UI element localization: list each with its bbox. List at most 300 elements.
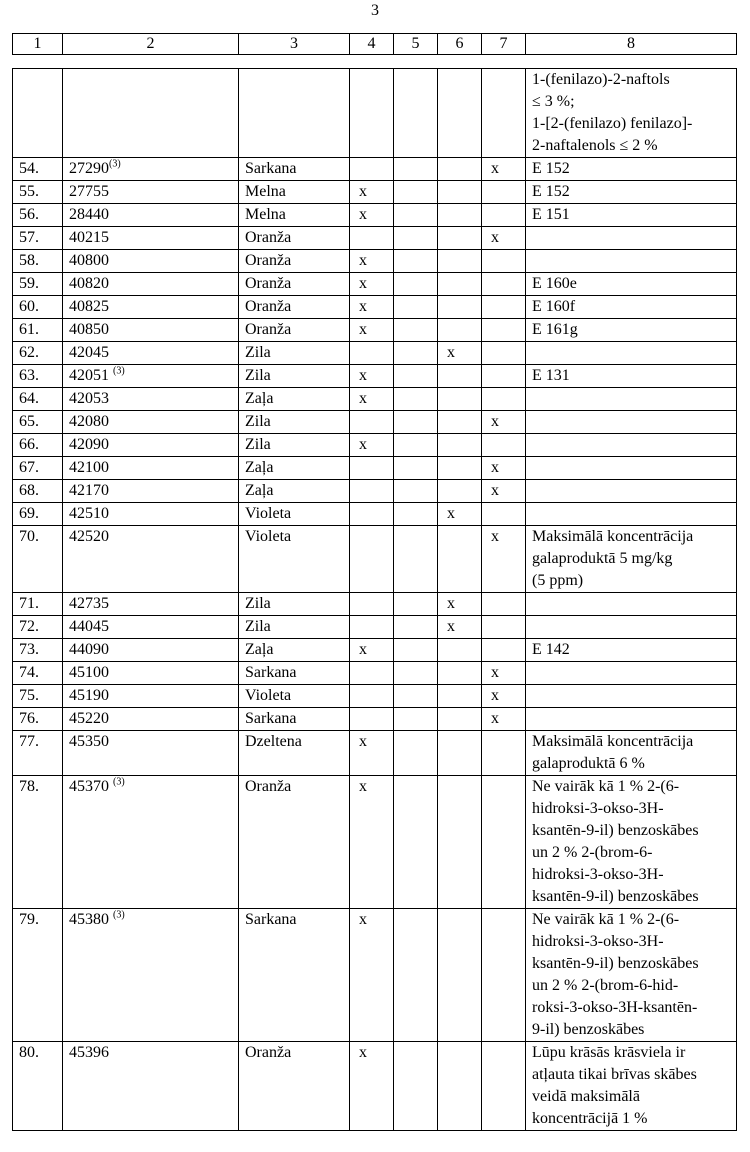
field-2-mark <box>394 273 438 296</box>
colour-name <box>239 639 350 662</box>
colour-index-number <box>63 296 239 319</box>
field-1-mark <box>350 342 394 365</box>
table-row <box>13 181 737 204</box>
colour-index-number <box>63 319 239 342</box>
row-number <box>13 1042 63 1131</box>
conditions-line: koncentrācijā 1 % <box>532 1110 648 1127</box>
field-3-mark-text: x <box>447 595 455 612</box>
field-4-mark <box>482 69 526 158</box>
field-2-mark <box>394 227 438 250</box>
field-2-mark <box>394 411 438 434</box>
field-2-mark <box>394 388 438 411</box>
field-3-mark <box>438 457 482 480</box>
field-3-mark <box>438 685 482 708</box>
row-number <box>13 731 63 776</box>
field-3-mark <box>438 503 482 526</box>
field-2-mark <box>394 365 438 388</box>
conditions-line: un 2 % 2-(brom-6- <box>532 844 653 861</box>
row-number <box>13 480 63 503</box>
colour-index-number-text: 44045 <box>69 618 109 635</box>
table-row <box>13 388 737 411</box>
row-number <box>13 457 63 480</box>
field-4-mark <box>482 593 526 616</box>
table-row <box>13 616 737 639</box>
field-1-mark <box>350 776 394 909</box>
colour-index-number-text: 45350 <box>69 733 109 750</box>
colour-index-number <box>63 480 239 503</box>
field-1-mark <box>350 639 394 662</box>
field-1-mark-text: x <box>359 778 367 795</box>
field-1-mark <box>350 526 394 593</box>
row-number <box>13 503 63 526</box>
field-4-mark <box>482 731 526 776</box>
conditions <box>526 69 737 158</box>
row-number <box>13 342 63 365</box>
header-col-1: 1 <box>13 34 63 55</box>
field-4-mark <box>482 158 526 181</box>
conditions <box>526 503 737 526</box>
colour-name <box>239 616 350 639</box>
colour-index-number-text: 42170 <box>69 482 109 499</box>
field-4-mark-text: x <box>491 664 499 681</box>
footnote-ref: (3) <box>113 365 125 377</box>
row-number <box>13 319 63 342</box>
colour-name-text: Zila <box>245 618 271 635</box>
colour-index-number-text: 45220 <box>69 710 109 727</box>
row-number-text: 71. <box>19 595 39 612</box>
conditions-line: 1-[2-(fenilazo) fenilazo]- <box>532 115 693 132</box>
field-1-mark <box>350 319 394 342</box>
field-4-mark-text: x <box>491 710 499 727</box>
field-4-mark <box>482 365 526 388</box>
colour-name-text: Melna <box>245 206 286 223</box>
field-4-mark-text: x <box>491 229 499 246</box>
colour-index-number-text: 42510 <box>69 505 109 522</box>
field-4-mark <box>482 388 526 411</box>
colour-name <box>239 273 350 296</box>
table-row <box>13 593 737 616</box>
field-3-mark <box>438 388 482 411</box>
footnote-ref: (3) <box>113 909 125 921</box>
field-1-mark <box>350 685 394 708</box>
colour-index-number <box>63 181 239 204</box>
colour-index-number-text: 45396 <box>69 1044 109 1061</box>
field-3-mark <box>438 708 482 731</box>
colour-index-number <box>63 365 239 388</box>
conditions-line: E 161g <box>532 321 578 338</box>
table-row <box>13 457 737 480</box>
page-number: 3 <box>371 2 379 19</box>
row-number <box>13 708 63 731</box>
colour-index-number <box>63 593 239 616</box>
table-row <box>13 776 737 909</box>
conditions-line: ksantēn-9-il) benzoskābes <box>532 888 699 905</box>
colour-index-number-text: 27290 <box>69 160 109 177</box>
field-4-mark <box>482 503 526 526</box>
field-1-mark <box>350 227 394 250</box>
conditions-line: Ne vairāk kā 1 % 2-(6- <box>532 778 680 795</box>
row-number-text: 56. <box>19 206 39 223</box>
row-number-text: 69. <box>19 505 39 522</box>
conditions <box>526 480 737 503</box>
field-4-mark <box>482 639 526 662</box>
field-4-mark-text: x <box>491 687 499 704</box>
colour-index-number-text: 42100 <box>69 459 109 476</box>
row-number <box>13 250 63 273</box>
field-4-mark <box>482 296 526 319</box>
field-2-mark <box>394 250 438 273</box>
colour-index-number <box>63 250 239 273</box>
field-3-mark <box>438 273 482 296</box>
field-2-mark <box>394 158 438 181</box>
conditions-line: Lūpu krāsās krāsviela ir <box>532 1044 686 1061</box>
table-row <box>13 434 737 457</box>
conditions <box>526 639 737 662</box>
conditions <box>526 662 737 685</box>
colour-name <box>239 526 350 593</box>
field-1-mark <box>350 250 394 273</box>
field-1-mark <box>350 593 394 616</box>
header-col-8: 8 <box>526 34 737 55</box>
conditions-line: E 160f <box>532 298 576 315</box>
field-2-mark <box>394 342 438 365</box>
colour-name <box>239 296 350 319</box>
row-number <box>13 434 63 457</box>
colour-name-text: Oranža <box>245 1044 292 1061</box>
conditions-line: un 2 % 2-(brom-6-hid- <box>532 977 679 994</box>
field-4-mark-text: x <box>491 413 499 430</box>
row-number <box>13 616 63 639</box>
conditions <box>526 204 737 227</box>
conditions <box>526 685 737 708</box>
field-3-mark <box>438 434 482 457</box>
field-1-mark-text: x <box>359 298 367 315</box>
field-2-mark <box>394 434 438 457</box>
colour-index-number <box>63 685 239 708</box>
field-1-mark <box>350 181 394 204</box>
field-2-mark <box>394 909 438 1042</box>
field-4-mark <box>482 1042 526 1131</box>
colour-index-number-text: 42080 <box>69 413 109 430</box>
field-1-mark-text: x <box>359 911 367 928</box>
colour-name <box>239 593 350 616</box>
field-1-mark <box>350 708 394 731</box>
colour-name-text: Zaļa <box>245 482 274 499</box>
colour-name-text: Violeta <box>245 687 292 704</box>
field-4-mark <box>482 776 526 909</box>
colour-index-number-text: 42520 <box>69 528 109 545</box>
colour-name <box>239 204 350 227</box>
field-4-mark <box>482 181 526 204</box>
field-3-mark <box>438 181 482 204</box>
row-number-text: 58. <box>19 252 39 269</box>
field-1-mark <box>350 204 394 227</box>
table-row <box>13 204 737 227</box>
conditions <box>526 365 737 388</box>
colour-name <box>239 250 350 273</box>
row-number <box>13 204 63 227</box>
row-number-text: 67. <box>19 459 39 476</box>
colour-index-number <box>63 388 239 411</box>
field-3-mark <box>438 662 482 685</box>
field-4-mark <box>482 411 526 434</box>
colour-name-text: Violeta <box>245 528 292 545</box>
conditions <box>526 708 737 731</box>
field-3-mark <box>438 480 482 503</box>
table-row <box>13 503 737 526</box>
colour-index-number <box>63 503 239 526</box>
table-row <box>13 227 737 250</box>
colour-index-number <box>63 1042 239 1131</box>
conditions-line: ksantēn-9-il) benzoskābes <box>532 822 699 839</box>
colour-name <box>239 342 350 365</box>
colour-index-number <box>63 227 239 250</box>
field-2-mark <box>394 776 438 909</box>
field-1-mark <box>350 411 394 434</box>
conditions-line: hidroksi-3-okso-3H- <box>532 866 664 883</box>
conditions-line: Maksimālā koncentrācija <box>532 733 694 750</box>
conditions <box>526 411 737 434</box>
row-number-text: 80. <box>19 1044 39 1061</box>
field-2-mark <box>394 1042 438 1131</box>
field-1-mark-text: x <box>359 183 367 200</box>
conditions-line: E 142 <box>532 641 570 658</box>
row-number-text: 57. <box>19 229 39 246</box>
field-1-mark <box>350 480 394 503</box>
colorant-table <box>12 68 737 1131</box>
conditions <box>526 434 737 457</box>
row-number <box>13 296 63 319</box>
row-number <box>13 909 63 1042</box>
row-number <box>13 639 63 662</box>
field-2-mark <box>394 662 438 685</box>
colour-index-number-text: 40850 <box>69 321 109 338</box>
field-4-mark <box>482 616 526 639</box>
row-number-text: 75. <box>19 687 39 704</box>
field-3-mark-text: x <box>447 344 455 361</box>
colour-index-number <box>63 411 239 434</box>
conditions-line: Ne vairāk kā 1 % 2-(6- <box>532 911 680 928</box>
row-number <box>13 526 63 593</box>
row-number <box>13 69 63 158</box>
colour-name <box>239 411 350 434</box>
field-4-mark <box>482 319 526 342</box>
field-2-mark <box>394 296 438 319</box>
colour-index-number <box>63 662 239 685</box>
colour-name <box>239 776 350 909</box>
field-4-mark <box>482 250 526 273</box>
colour-index-number <box>63 776 239 909</box>
colour-index-number-text: 40215 <box>69 229 109 246</box>
field-3-mark <box>438 69 482 158</box>
colour-name <box>239 685 350 708</box>
row-number <box>13 273 63 296</box>
field-1-mark <box>350 909 394 1042</box>
conditions <box>526 227 737 250</box>
field-4-mark <box>482 227 526 250</box>
colour-index-number-text: 42051 <box>69 367 113 384</box>
row-number-text: 55. <box>19 183 39 200</box>
field-2-mark <box>394 319 438 342</box>
colour-name-text: Zila <box>245 344 271 361</box>
conditions <box>526 526 737 593</box>
field-3-mark <box>438 365 482 388</box>
conditions-line: 1-(fenilazo)-2-naftols <box>532 71 670 88</box>
header-col-6: 6 <box>438 34 482 55</box>
row-number-text: 78. <box>19 778 39 795</box>
conditions <box>526 250 737 273</box>
row-number-text: 77. <box>19 733 39 750</box>
field-4-mark <box>482 526 526 593</box>
field-1-mark-text: x <box>359 367 367 384</box>
table-row <box>13 708 737 731</box>
colour-name <box>239 388 350 411</box>
colour-index-number <box>63 909 239 1042</box>
colour-index-number <box>63 616 239 639</box>
field-1-mark-text: x <box>359 206 367 223</box>
row-number <box>13 685 63 708</box>
conditions-line: E 160e <box>532 275 577 292</box>
colour-index-number <box>63 69 239 158</box>
row-number <box>13 776 63 909</box>
field-2-mark <box>394 639 438 662</box>
header-col-4: 4 <box>350 34 394 55</box>
field-4-mark <box>482 457 526 480</box>
colour-name-text: Melna <box>245 183 286 200</box>
colour-index-number-text: 42053 <box>69 390 109 407</box>
colour-name-text: Dzeltena <box>245 733 302 750</box>
field-4-mark <box>482 685 526 708</box>
footnote-ref: (3) <box>109 158 121 170</box>
colour-name <box>239 365 350 388</box>
conditions-line: 2-naftalenols ≤ 2 % <box>532 137 658 154</box>
colour-index-number <box>63 639 239 662</box>
colour-name <box>239 69 350 158</box>
field-4-mark <box>482 342 526 365</box>
field-1-mark-text: x <box>359 641 367 658</box>
conditions <box>526 342 737 365</box>
colour-name-text: Zaļa <box>245 459 274 476</box>
field-1-mark <box>350 69 394 158</box>
field-1-mark <box>350 616 394 639</box>
field-1-mark <box>350 662 394 685</box>
row-number-text: 61. <box>19 321 39 338</box>
field-3-mark <box>438 639 482 662</box>
table-row <box>13 342 737 365</box>
field-1-mark <box>350 503 394 526</box>
colour-name-text: Sarkana <box>245 911 297 928</box>
field-2-mark <box>394 616 438 639</box>
row-number <box>13 411 63 434</box>
conditions-line: E 152 <box>532 160 570 177</box>
header-col-7: 7 <box>482 34 526 55</box>
field-1-mark-text: x <box>359 436 367 453</box>
field-3-mark <box>438 526 482 593</box>
row-number-text: 66. <box>19 436 39 453</box>
conditions <box>526 909 737 1042</box>
colour-name-text: Violeta <box>245 505 292 522</box>
field-1-mark <box>350 273 394 296</box>
row-number-text: 70. <box>19 528 39 545</box>
row-number-text: 63. <box>19 367 39 384</box>
conditions-line: 9-il) benzoskābes <box>532 1021 645 1038</box>
colour-index-number <box>63 708 239 731</box>
colour-index-number-text: 28440 <box>69 206 109 223</box>
row-number-text: 60. <box>19 298 39 315</box>
colour-index-number <box>63 158 239 181</box>
row-number-text: 68. <box>19 482 39 499</box>
colour-index-number <box>63 457 239 480</box>
field-2-mark <box>394 526 438 593</box>
table-row <box>13 319 737 342</box>
field-2-mark <box>394 685 438 708</box>
colour-name-text: Zila <box>245 367 271 384</box>
row-number-text: 74. <box>19 664 39 681</box>
field-4-mark <box>482 273 526 296</box>
field-4-mark <box>482 204 526 227</box>
colour-name-text: Zila <box>245 413 271 430</box>
row-number <box>13 181 63 204</box>
field-2-mark <box>394 503 438 526</box>
conditions-line: ≤ 3 %; <box>532 93 575 110</box>
conditions <box>526 616 737 639</box>
field-1-mark-text: x <box>359 390 367 407</box>
colour-name <box>239 909 350 1042</box>
colour-name <box>239 708 350 731</box>
conditions-line: atļauta tikai brīvas skābes <box>532 1066 697 1083</box>
conditions-line: hidroksi-3-okso-3H- <box>532 933 664 950</box>
colour-index-number <box>63 204 239 227</box>
row-number <box>13 593 63 616</box>
table-row <box>13 69 737 158</box>
field-1-mark-text: x <box>359 252 367 269</box>
colour-name <box>239 319 350 342</box>
field-1-mark <box>350 731 394 776</box>
field-3-mark <box>438 593 482 616</box>
colour-name <box>239 503 350 526</box>
table-row <box>13 685 737 708</box>
field-2-mark <box>394 457 438 480</box>
conditions-line: Maksimālā koncentrācija <box>532 528 694 545</box>
table-row <box>13 1042 737 1131</box>
table-row <box>13 662 737 685</box>
colour-name-text: Oranža <box>245 778 292 795</box>
colour-name <box>239 1042 350 1131</box>
colour-index-number-text: 45190 <box>69 687 109 704</box>
conditions <box>526 296 737 319</box>
colour-index-number <box>63 526 239 593</box>
colour-name-text: Oranža <box>245 275 292 292</box>
conditions <box>526 158 737 181</box>
field-4-mark <box>482 909 526 1042</box>
conditions-line: E 151 <box>532 206 570 223</box>
colour-name-text: Zaļa <box>245 390 274 407</box>
field-3-mark <box>438 250 482 273</box>
row-number-text: 54. <box>19 160 39 177</box>
table-row <box>13 909 737 1042</box>
row-number-text: 79. <box>19 911 39 928</box>
field-1-mark <box>350 296 394 319</box>
field-4-mark <box>482 662 526 685</box>
table-row <box>13 731 737 776</box>
header-col-3: 3 <box>239 34 350 55</box>
conditions-line: galaproduktā 5 mg/kg <box>532 550 673 567</box>
conditions <box>526 388 737 411</box>
conditions <box>526 731 737 776</box>
footnote-ref: (3) <box>113 776 125 788</box>
colour-name <box>239 662 350 685</box>
conditions-line: ksantēn-9-il) benzoskābes <box>532 955 699 972</box>
